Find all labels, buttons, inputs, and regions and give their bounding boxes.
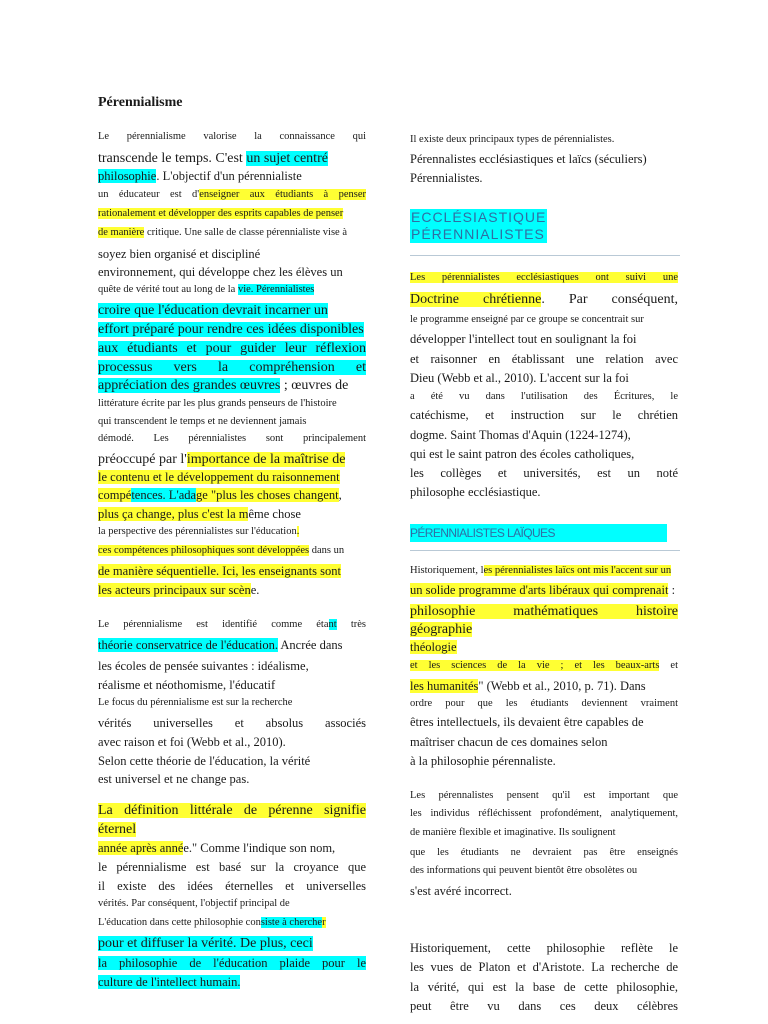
highlighted-text: la philosophie de l'éducation plaide pour le <box>98 956 366 970</box>
highlighted-text: Doctrine chrétienne <box>410 292 542 307</box>
text-segment: des informations qui peuvent bientôt être obsolètes ou <box>410 865 638 876</box>
text-segment: . L'objectif d'un pérennialiste <box>156 169 302 183</box>
text-segment: Les pérennalistes pensent qu'il est important que <box>410 790 678 801</box>
text-line <box>410 408 678 422</box>
text-segment: les collèges et universités, est un noté <box>410 466 678 480</box>
text-line <box>410 999 678 1013</box>
text-line <box>410 735 608 749</box>
text-line <box>98 322 364 338</box>
text-line <box>98 507 301 521</box>
text-segment: Il existe deux principaux types de pérennialistes. <box>410 134 615 145</box>
text-line <box>410 428 631 442</box>
section-heading-ecclesiastic <box>410 209 547 243</box>
text-line <box>410 134 614 146</box>
text-segment: Historiquement, cette philosophie reflète le <box>410 941 678 955</box>
text-line <box>98 898 290 910</box>
text-segment: la vérité, qui est la base de cette philosophie, <box>410 980 678 994</box>
text-line <box>98 659 309 673</box>
text-segment: " (Webb et al., 2010, p. 71). Dans <box>478 679 646 693</box>
text-segment: : <box>668 583 676 597</box>
highlighted-text: année après anné <box>98 841 184 855</box>
highlighted-text: philosophie mathématiques histoire <box>410 604 678 619</box>
text-segment: ; œuvres de <box>280 378 349 393</box>
text-line <box>98 526 299 538</box>
text-segment: e. <box>250 583 260 597</box>
text-line <box>410 466 678 480</box>
text-segment: environnement, qui développe chez les élèves un <box>98 265 343 279</box>
text-line <box>98 879 366 893</box>
highlighted-text: éternel <box>98 822 137 837</box>
text-segment: Ancrée dans <box>277 638 343 652</box>
text-line <box>98 936 313 952</box>
text-segment: philosophe ecclésiastique. <box>410 485 541 499</box>
text-line <box>410 447 634 461</box>
text-line <box>410 391 678 403</box>
text-line <box>98 488 342 502</box>
text-segment: et <box>659 660 678 671</box>
text-line <box>410 884 512 898</box>
text-segment: très <box>336 619 366 630</box>
text-segment: quête de vérité tout au long de la <box>98 284 238 295</box>
text-line <box>98 247 260 261</box>
text-segment: Pérennialistes. <box>410 171 483 185</box>
text-segment: de manière flexible et imaginative. Ils soulignent <box>410 827 616 838</box>
text-line <box>410 272 678 284</box>
text-line <box>410 847 678 859</box>
text-line <box>98 416 306 428</box>
text-line <box>98 638 343 652</box>
highlighted-text: géographie <box>410 622 473 637</box>
text-line <box>98 360 366 376</box>
text-segment: Dieu (Webb et al., 2010). L'accent sur la foi <box>410 371 629 385</box>
text-line <box>410 604 678 620</box>
text-line <box>410 640 457 654</box>
section-heading-line: ECCLÉSIASTIQUE <box>411 209 547 225</box>
text-line <box>410 332 637 346</box>
text-segment: développer l'intellect tout en soulignant la foi <box>410 332 637 346</box>
highlighted-text: Les pérennialistes ecclésiastiques ont suivi une <box>410 272 678 283</box>
text-segment: dans un <box>309 545 345 556</box>
highlighted-text: aux étudiants et pour guider leur réflexion <box>98 341 366 356</box>
text-segment: peut être vu dans ces deux célèbres <box>410 999 678 1013</box>
text-segment: vérités universelles et absolus associés <box>98 716 366 730</box>
text-segment: réalisme et néothomisme, l'éducatif <box>98 678 276 692</box>
text-segment: et raisonner en établissant une relation avec <box>410 352 678 366</box>
text-line <box>98 189 366 201</box>
highlighted-text: théorie conservatrice de l'éducation. <box>98 638 278 652</box>
text-line <box>410 715 644 729</box>
text-segment: a été vu dans l'utilisation des Écritures, le <box>410 391 678 402</box>
highlighted-text: culture de l'intellect humain. <box>98 975 241 989</box>
text-segment: . Par conséquent, <box>541 292 678 307</box>
text-line <box>98 697 292 709</box>
highlighted-text: plus ça change, plus c'est la m <box>98 507 249 521</box>
text-line <box>410 827 616 839</box>
section-divider <box>410 550 680 551</box>
text-segment: le programme enseigné par ce groupe se concentrait sur <box>410 314 644 325</box>
text-line <box>410 292 678 308</box>
text-segment: Pérennalistes ecclésiastiques et laïcs (séculiers) <box>410 152 647 166</box>
text-line <box>98 169 302 183</box>
text-line <box>410 485 541 499</box>
text-segment: , <box>338 488 342 502</box>
text-line <box>98 131 366 143</box>
highlighted-text: les acteurs principaux sur scèn <box>98 583 251 597</box>
text-line <box>98 470 340 484</box>
text-line <box>98 151 328 167</box>
text-segment: ordre pour que les étudiants deviennent vraiment <box>410 698 678 709</box>
text-line <box>98 917 326 929</box>
highlighted-text: La définition littérale de pérenne signifie <box>98 803 366 818</box>
text-line <box>410 371 629 385</box>
text-line <box>98 822 136 838</box>
highlighted-text: et les sciences de la vie ; et les beaux-arts <box>410 660 660 671</box>
text-segment: dogme. Saint Thomas d'Aquin (1224-1274), <box>410 428 631 442</box>
text-segment: avec raison et foi (Webb et al., 2010). <box>98 735 286 749</box>
text-line <box>410 679 646 693</box>
text-line <box>98 772 249 786</box>
text-segment: Le pérennialisme est identifié comme éta <box>98 619 329 630</box>
text-line <box>98 545 344 557</box>
section-heading-laic: PÉRENNIALISTES LAÏQUES <box>410 524 667 542</box>
text-line <box>410 622 472 638</box>
section-heading-line: PÉRENNIALISTES <box>411 225 545 242</box>
text-line <box>98 841 335 855</box>
text-line <box>98 433 366 445</box>
highlighted-text: nt <box>328 619 337 630</box>
highlighted-text: théologie <box>410 640 457 654</box>
highlighted-text: le contenu et le développement du raisonnement <box>98 470 340 484</box>
text-segment: il existe des idées éternelles et universelles <box>98 879 366 893</box>
text-segment: L'éducation dans cette philosophie con <box>98 917 261 928</box>
highlighted-text: ge "plus les choses changent <box>196 488 339 502</box>
highlighted-text: tences. L'ada <box>131 488 197 502</box>
text-line <box>410 352 678 366</box>
text-line <box>98 227 347 239</box>
text-segment: vérités. Par conséquent, l'objectif principal de <box>98 898 290 909</box>
highlighted-text: es pérennialistes laïcs ont mis l'accent sur un <box>483 565 672 576</box>
text-line <box>410 583 675 597</box>
text-line <box>98 956 366 970</box>
highlighted-text: vie. Pérennialistes <box>237 284 315 295</box>
highlighted-text: siste à cherche <box>260 917 323 928</box>
highlighted-text: un sujet centré <box>246 151 328 166</box>
text-line <box>410 565 671 577</box>
section-divider <box>410 255 680 256</box>
text-line <box>410 960 678 974</box>
text-line <box>410 698 678 710</box>
text-segment: transcende le temps. C'est <box>98 151 247 166</box>
highlighted-text: un solide programme d'arts libéraux qui comprenait <box>410 583 669 597</box>
text-line <box>98 754 310 768</box>
text-segment: les écoles de pensée suivantes : idéalisme, <box>98 659 309 673</box>
text-segment: les individus réfléchissent profondément, analytiquement, <box>410 808 678 819</box>
text-line <box>98 208 343 220</box>
text-line <box>98 716 366 730</box>
highlighted-text: philosophie <box>98 169 157 183</box>
highlighted-text: processus vers la compréhension et <box>98 360 366 375</box>
text-line <box>98 398 337 410</box>
highlighted-text: croire que l'éducation devrait incarner un <box>98 303 328 318</box>
text-line <box>98 860 366 874</box>
text-segment: à la philosophie pérennaliste. <box>410 754 556 768</box>
text-segment: que les étudiants ne devraient pas être enseignés <box>410 847 678 858</box>
text-line <box>98 265 343 279</box>
text-line <box>98 564 341 578</box>
text-line <box>98 678 275 692</box>
text-line <box>410 152 647 166</box>
text-line <box>98 803 366 819</box>
text-line <box>98 303 328 319</box>
highlighted-text: ces compétences philosophiques sont développées <box>98 545 310 556</box>
text-segment: les vues de Platon et d'Aristote. La recherche de <box>410 960 678 974</box>
highlighted-text: effort préparé pour rendre ces idées disponibles <box>98 322 364 337</box>
text-line <box>410 660 678 672</box>
text-segment: Le focus du pérennialisme est sur la recherche <box>98 697 293 708</box>
page-title: Pérennialisme <box>98 95 183 110</box>
text-segment: êtres intellectuels, ils devaient être capables de <box>410 715 644 729</box>
text-line <box>410 865 637 877</box>
text-line <box>410 808 678 820</box>
text-line <box>98 583 259 597</box>
text-line <box>410 171 483 185</box>
text-segment: la perspective des pérennialistes sur l'éducation <box>98 526 297 537</box>
text-segment: Historiquement, l <box>410 565 484 576</box>
text-line <box>410 941 678 955</box>
text-line <box>98 735 286 749</box>
text-segment: qui transcendent le temps et ne deviennent jamais <box>98 416 307 427</box>
text-segment: catéchisme, et instruction sur le chrétien <box>410 408 678 422</box>
text-line <box>410 754 556 768</box>
highlighted-text: appréciation des grandes œuvres <box>98 378 281 393</box>
text-segment: littérature écrite par les plus grands penseurs de l'histoire <box>98 398 337 409</box>
text-segment: Le pérennialisme valorise la connaissance qui <box>98 131 366 142</box>
highlighted-text: importance de la maîtrise de <box>186 452 346 467</box>
text-line <box>98 619 366 631</box>
text-line <box>98 378 348 394</box>
text-segment: préoccupé par l' <box>98 452 187 467</box>
text-segment: qui est le saint patron des écoles catholiques, <box>410 447 635 461</box>
highlighted-text: rationalement et développer des esprits capables de penser <box>98 208 344 219</box>
text-segment: un éducateur est d' <box>98 189 200 200</box>
text-segment: e." Comme l'indique son nom, <box>183 841 336 855</box>
text-line <box>98 341 366 357</box>
highlighted-text: enseigner aux étudiants à penser <box>199 189 366 200</box>
text-segment: s'est avéré incorrect. <box>410 884 512 898</box>
text-segment: soyez bien organisé et discipliné <box>98 247 261 261</box>
highlighted-text: les humanités <box>410 679 479 693</box>
text-segment: maîtriser chacun de ces domaines selon <box>410 735 608 749</box>
text-line <box>410 980 678 994</box>
highlighted-text: r <box>322 917 326 928</box>
text-segment: critique. Une salle de classe pérennialiste vise à <box>144 227 347 238</box>
highlighted-text: pour et diffuser la vérité. De plus, ceci <box>98 936 313 951</box>
text-segment: est universel et ne change pas. <box>98 772 250 786</box>
text-line <box>98 975 240 989</box>
text-segment: Selon cette théorie de l'éducation, la vérité <box>98 754 311 768</box>
highlighted-text: de manière séquentielle. Ici, les enseignants sont <box>98 564 341 578</box>
text-line <box>410 790 678 802</box>
text-segment: le pérennialisme est basé sur la croyance que <box>98 860 366 874</box>
text-line <box>98 452 345 468</box>
highlighted-text: compé <box>98 488 132 502</box>
text-line <box>410 314 644 326</box>
text-segment: ême chose <box>248 507 301 521</box>
highlighted-text: de manière <box>98 227 145 238</box>
text-line <box>98 284 314 296</box>
text-segment: démodé. Les pérennialistes sont principalement <box>98 433 366 444</box>
highlighted-text: . <box>296 526 300 537</box>
